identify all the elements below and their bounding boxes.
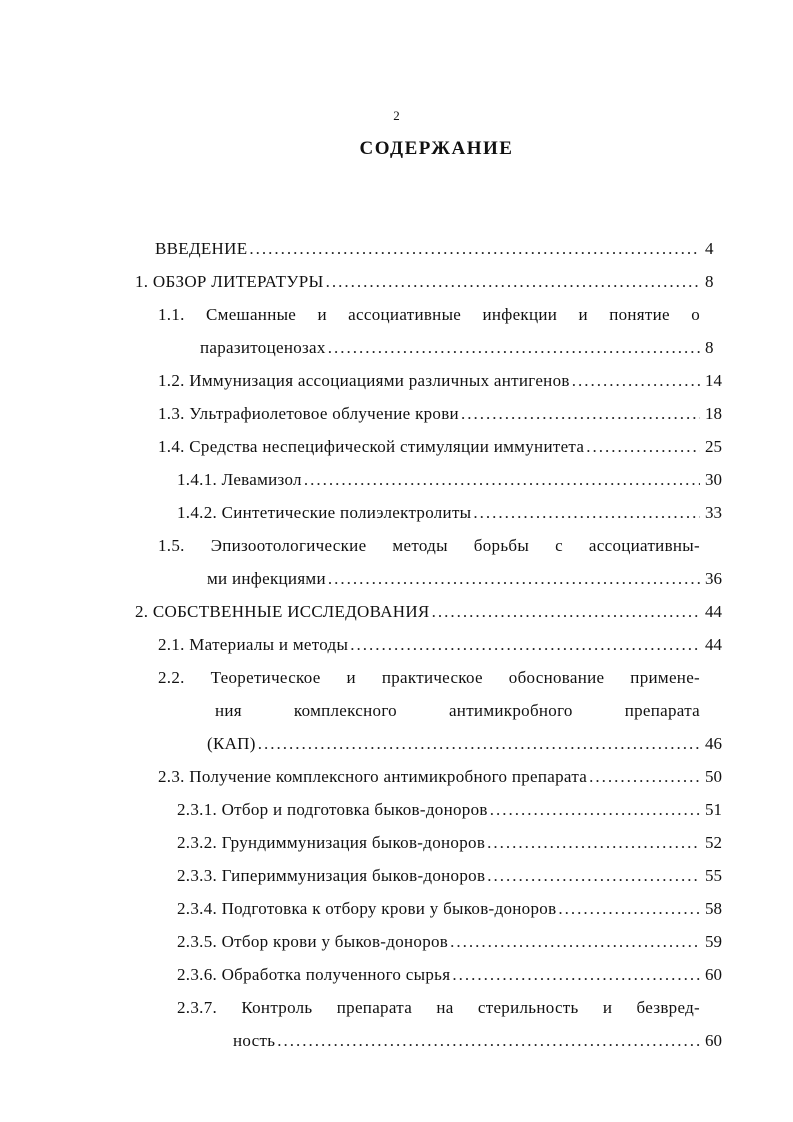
toc-entry-line <box>177 498 700 528</box>
toc-entry <box>0 828 793 858</box>
toc-entry <box>0 267 793 297</box>
toc-entry <box>0 465 793 495</box>
toc-entry-text: (КАП) <box>207 734 256 753</box>
toc-entry <box>0 597 793 627</box>
toc-entry-text: 2.3.6. Обработка полученного сырья <box>177 965 451 984</box>
toc-leader-dots <box>450 960 700 990</box>
toc-entry-page: 60 <box>705 965 722 984</box>
toc-entry <box>0 894 793 924</box>
toc-leader-dots <box>485 861 700 891</box>
toc-leader-dots <box>485 828 700 858</box>
toc-entry <box>0 300 793 330</box>
toc-entry-page: 44 <box>705 602 722 621</box>
toc-leader-dots <box>256 729 700 759</box>
page-title: СОДЕРЖАНИЕ <box>359 138 514 159</box>
toc-entry-line <box>177 861 700 891</box>
toc-entry <box>0 729 793 759</box>
toc-entry-line <box>200 333 700 363</box>
toc-leader-dots <box>326 564 700 594</box>
toc-entry <box>0 564 793 594</box>
toc-entry-page: 25 <box>705 437 722 456</box>
toc-entry-text: 2.3.1. Отбор и подготовка быков-доноров <box>177 800 488 819</box>
toc-leader-dots <box>348 630 700 660</box>
toc-leader-dots <box>556 894 700 924</box>
toc-entry-page: 18 <box>705 404 722 423</box>
toc-entry-text: ность <box>233 1031 276 1050</box>
toc-entry-page: 8 <box>705 272 714 291</box>
toc-entry-line <box>158 762 700 792</box>
toc-entry <box>0 795 793 825</box>
toc-entry-line <box>135 267 700 297</box>
toc-entry-text: 2.1. Материалы и методы <box>158 635 349 654</box>
toc-entry <box>0 927 793 957</box>
toc-entry <box>0 366 793 396</box>
toc-entry-text: 1.2. Иммунизация ассоциациями различных антигенов <box>158 371 570 390</box>
toc-entry-line <box>177 795 700 825</box>
toc-entry-text: 1.3. Ультрафиолетовое облучение крови <box>158 404 459 423</box>
toc-entry <box>0 993 793 1023</box>
toc-entry-page: 33 <box>705 503 722 522</box>
toc-entry-page: 4 <box>705 239 714 258</box>
toc-entry-page: 36 <box>705 569 722 588</box>
toc-entry-page: 52 <box>705 833 722 852</box>
toc-entry-line <box>158 432 700 462</box>
toc-entry-text: 2.2. Теоретическое и практическое обоснование примене- <box>158 668 700 687</box>
toc-entry-line <box>177 465 700 495</box>
toc-entry-page: 30 <box>705 470 722 489</box>
toc-entry-line <box>177 927 700 957</box>
toc-entry-page: 58 <box>705 899 722 918</box>
toc-leader-dots <box>324 267 700 297</box>
toc-entry-text: ния комплексного антимикробного препарата <box>215 701 700 720</box>
toc-leader-dots <box>570 366 700 396</box>
toc-entry-text: 2.3.2. Грундиммунизация быков-доноров <box>177 833 486 852</box>
toc-leader-dots <box>471 498 700 528</box>
toc-entry-text: 1.5. Эпизоотологические методы борьбы с ассоциативны- <box>158 536 700 555</box>
toc-entry-text: ми инфекциями <box>207 569 326 588</box>
toc-entry-text: 2.3.4. Подготовка к отбору крови у быков-доноров <box>177 899 557 918</box>
toc-leader-dots <box>326 333 700 363</box>
toc-entry <box>0 696 793 726</box>
toc-entry-text: 2.3.5. Отбор крови у быков-доноров <box>177 932 449 951</box>
toc-leader-dots <box>302 465 700 495</box>
toc-entry-line <box>177 894 700 924</box>
toc-entry-page: 14 <box>705 371 722 390</box>
toc-entry-page: 46 <box>705 734 722 753</box>
toc-entry-text: ВВЕДЕНИЕ <box>155 239 248 258</box>
page-number: 2 <box>393 108 400 123</box>
toc-entry-text: 1. ОБЗОР ЛИТЕРАТУРЫ <box>135 272 324 291</box>
toc-entry <box>0 630 793 660</box>
toc-entry-line <box>207 729 700 759</box>
toc-leader-dots <box>430 597 700 627</box>
toc-entry-text: 1.4. Средства неспецифической стимуляции иммунитета <box>158 437 585 456</box>
toc-entry <box>0 498 793 528</box>
toc-entry-page: 44 <box>705 635 722 654</box>
toc-entry <box>0 432 793 462</box>
toc-entry-page: 59 <box>705 932 722 951</box>
toc-entry <box>0 960 793 990</box>
toc-entry <box>0 663 793 693</box>
toc-entry <box>0 333 793 363</box>
toc-entry-page: 60 <box>705 1031 722 1050</box>
toc-entry-text: 2.3.7. Контроль препарата на стерильность и безвред- <box>177 998 700 1017</box>
toc-entry-text: 2.3.3. Гипериммунизация быков-доноров <box>177 866 486 885</box>
toc-entry-text: 2.3. Получение комплексного антимикробного препарата <box>158 767 588 786</box>
toc-entry <box>0 861 793 891</box>
toc-entry <box>0 1026 793 1056</box>
toc-entry-line <box>233 1026 700 1056</box>
toc-entry-line <box>158 630 700 660</box>
toc-entry-text: паразитоценозах <box>200 338 326 357</box>
toc-entry-text: 1.1. Смешанные и ассоциативные инфекции и понятие о <box>158 305 700 324</box>
toc-leader-dots <box>459 399 700 429</box>
toc-leader-dots <box>275 1026 700 1056</box>
toc-entry <box>0 399 793 429</box>
toc-entry-line <box>155 234 700 264</box>
toc-entry-line <box>158 366 700 396</box>
toc-entry-page: 55 <box>705 866 722 885</box>
toc-entry-text: 1.4.2. Синтетические полиэлектролиты <box>177 503 472 522</box>
toc-entry-line <box>158 399 700 429</box>
toc-entry-line <box>177 960 700 990</box>
toc-leader-dots <box>584 432 700 462</box>
toc-entry <box>0 234 793 264</box>
toc-entry-page: 8 <box>705 338 714 357</box>
toc-entry-text: 1.4.1. Левамизол <box>177 470 302 489</box>
toc-leader-dots <box>247 234 700 264</box>
toc-entry-line <box>177 828 700 858</box>
toc-leader-dots <box>448 927 700 957</box>
toc-entry-page: 51 <box>705 800 722 819</box>
toc-entry-line <box>207 564 700 594</box>
toc-entry-line <box>135 597 700 627</box>
toc-leader-dots <box>488 795 700 825</box>
toc-entry <box>0 531 793 561</box>
toc-entry-text: 2. СОБСТВЕННЫЕ ИССЛЕДОВАНИЯ <box>135 602 430 621</box>
toc-entry-page: 50 <box>705 767 722 786</box>
toc-leader-dots <box>587 762 700 792</box>
toc-entry <box>0 762 793 792</box>
